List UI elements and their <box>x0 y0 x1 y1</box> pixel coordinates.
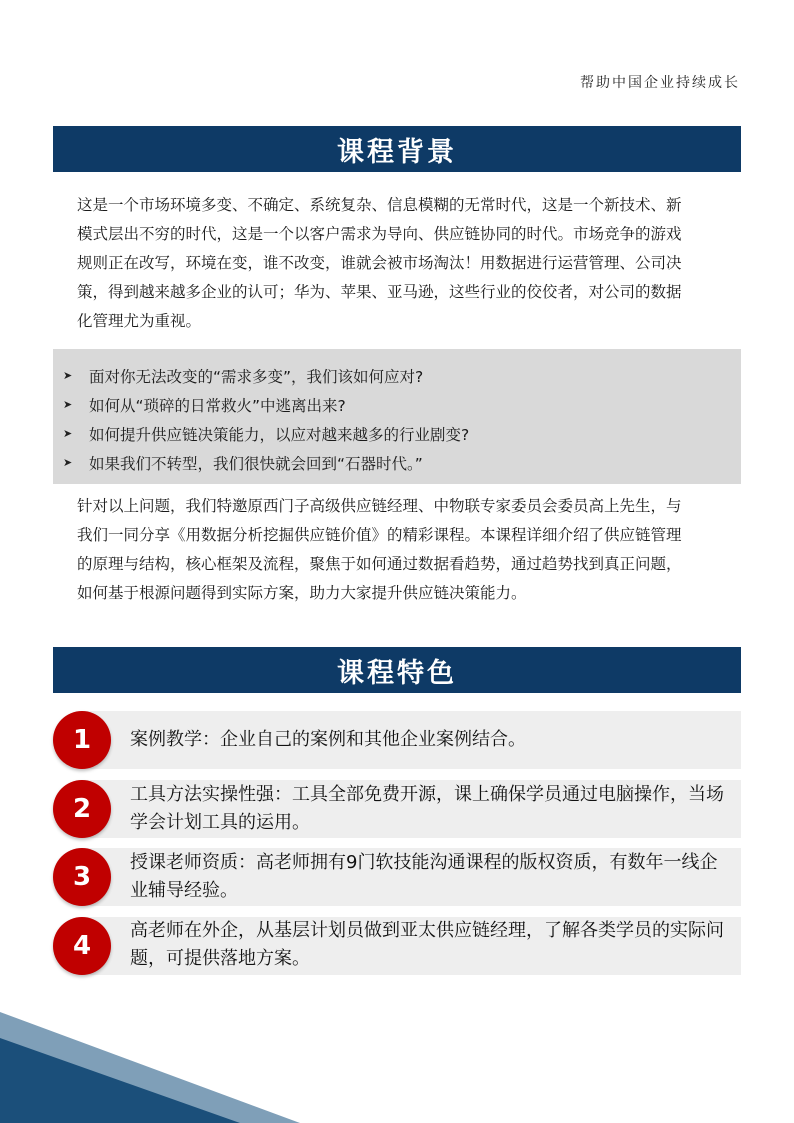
question-item <box>63 361 423 390</box>
tagline: 帮助中国企业持续成长 <box>580 75 740 91</box>
feature-number-badge: 4 <box>53 917 111 975</box>
corner-decoration <box>0 1000 794 1123</box>
question-text: 如何从“琐碎的日常救火”中逃离出来? <box>89 396 346 415</box>
intro-line: 这是一个市场环境多变、不确定、系统复杂、信息模糊的无常时代，这是一个新技术、新 <box>77 196 682 214</box>
closing-line: 针对以上问题，我们特邀原西门子高级供应链经理、中物联专家委员会委员高上先生，与 <box>77 497 682 515</box>
feature-number-badge: 3 <box>53 848 111 906</box>
section-title-features: 课程特色 <box>53 647 741 693</box>
closing-line: 的原理与结构，核心框架及流程，聚焦于如何通过数据看趋势，通过趋势找到真正问题， <box>77 555 682 573</box>
feature-text: 工具方法实操性强：工具全部免费开源，课上确保学员通过电脑操作，当场学会计划工具的运用。 <box>130 784 724 833</box>
feature-text: 案例教学：企业自己的案例和其他企业案例结合。 <box>130 729 526 750</box>
arrow-bullet-icon: ➤ <box>63 398 73 411</box>
feature-number-badge: 1 <box>53 711 111 769</box>
closing-line: 如何基于根源问题得到实际方案，助力大家提升供应链决策能力。 <box>77 584 527 602</box>
question-item <box>63 419 469 448</box>
intro-line: 化管理尤为重视。 <box>77 312 202 330</box>
intro-line: 模式层出不穷的时代，这是一个以客户需求为导向、供应链协同的时代。市场竞争的游戏 <box>77 225 682 243</box>
question-item <box>63 448 423 477</box>
question-list <box>53 349 741 484</box>
feature-number-badge: 2 <box>53 780 111 838</box>
arrow-bullet-icon: ➤ <box>63 456 73 469</box>
intro-line: 规则正在改写，环境在变，谁不改变，谁就会被市场淘汰！用数据进行运营管理、公司决 <box>77 254 682 272</box>
arrow-bullet-icon: ➤ <box>63 427 73 440</box>
arrow-bullet-icon: ➤ <box>63 369 73 382</box>
feature-text: 高老师在外企，从基层计划员做到亚太供应链经理，了解各类学员的实际问题，可提供落地方案。 <box>130 920 724 969</box>
section-title-background: 课程背景 <box>53 126 741 172</box>
question-text: 如何提升供应链决策能力，以应对越来越多的行业剧变? <box>89 425 470 444</box>
question-text: 如果我们不转型，我们很快就会回到“石器时代。” <box>89 454 423 473</box>
closing-line: 我们一同分享《用数据分析挖掘供应链价值》的精彩课程。本课程详细介绍了供应链管理 <box>77 526 682 544</box>
question-text: 面对你无法改变的“需求多变”，我们该如何应对? <box>89 367 424 386</box>
question-item <box>63 390 346 419</box>
intro-line: 策，得到越来越多企业的认可；华为、苹果、亚马逊，这些行业的佼佼者，对公司的数据 <box>77 283 682 301</box>
feature-text: 授课老师资质：高老师拥有9门软技能沟通课程的版权资质，有数年一线企业辅导经验。 <box>130 852 718 901</box>
